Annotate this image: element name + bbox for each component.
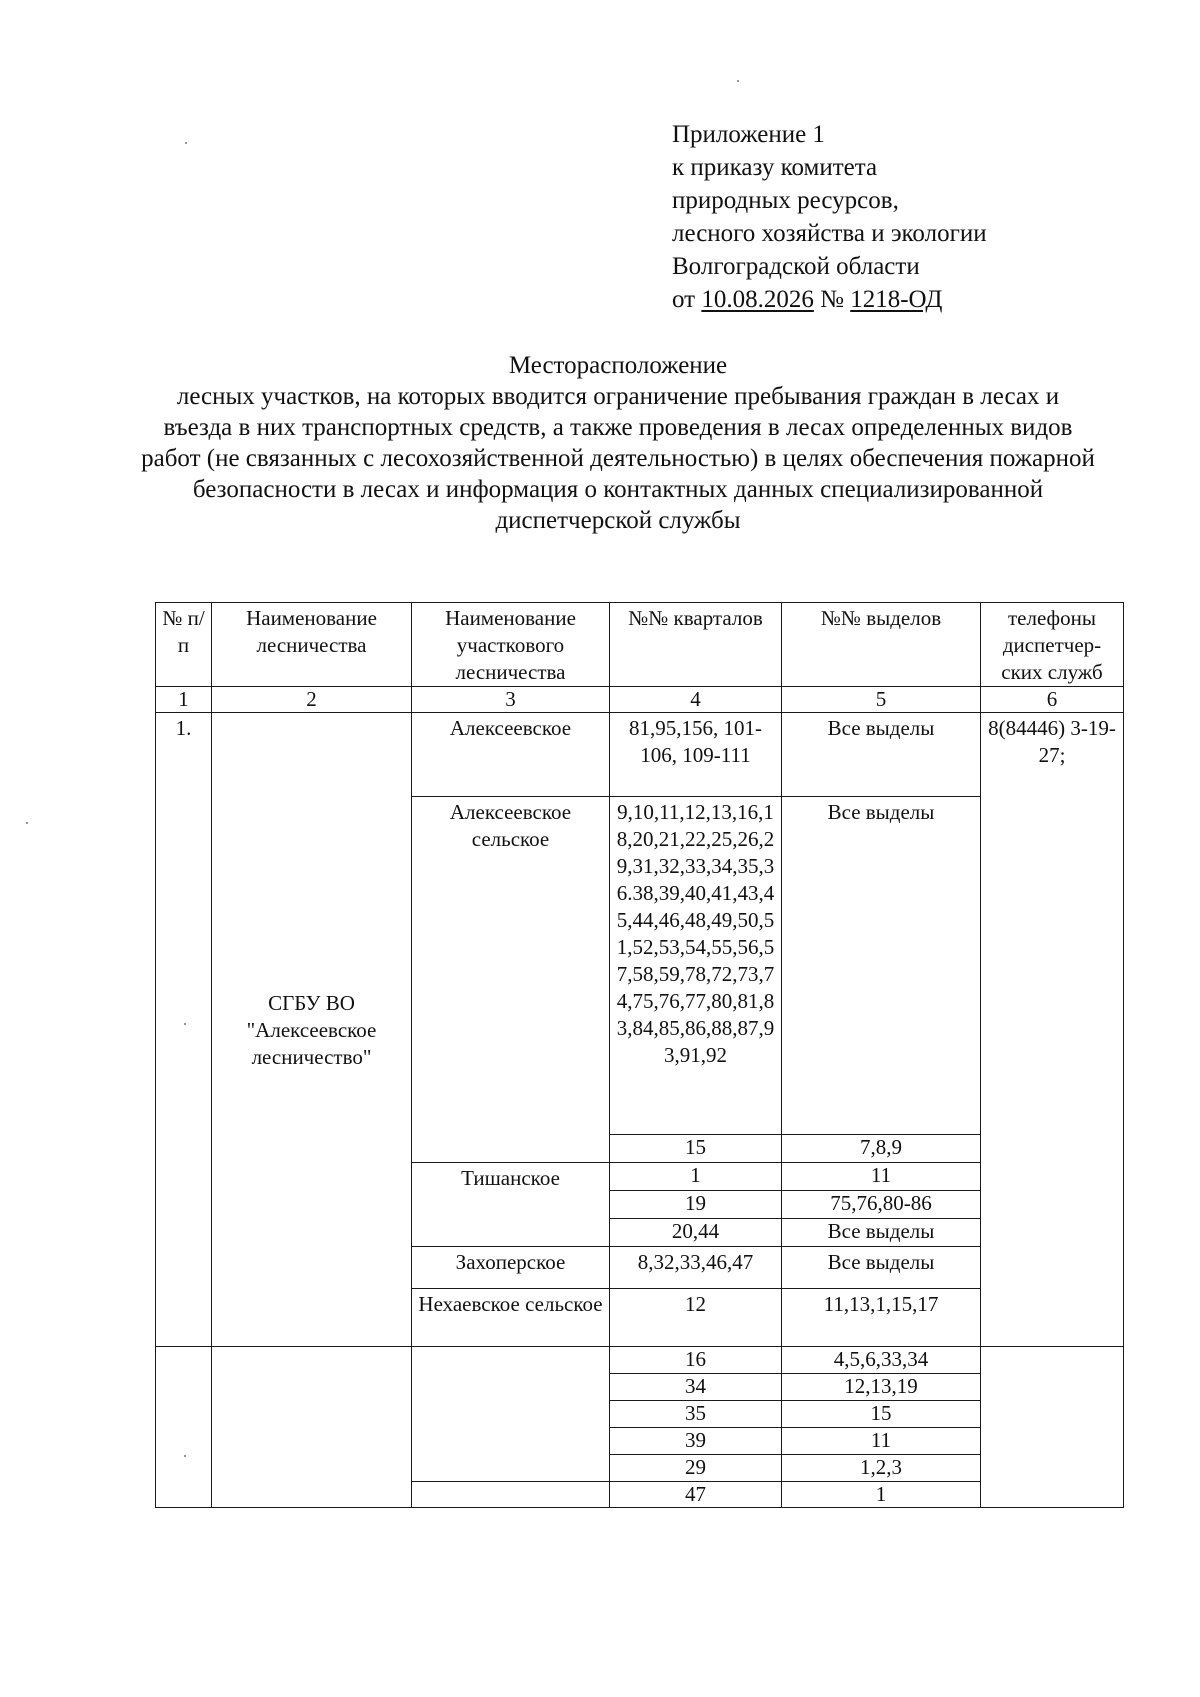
number-prefix: №: [820, 286, 844, 313]
vydely-cell: 11: [782, 1428, 981, 1455]
appendix-line-3: природных ресурсов,: [672, 187, 899, 214]
appendix-line-1: Приложение 1: [672, 121, 825, 148]
vydely-cell: 15: [782, 1401, 981, 1428]
table-header-row: [156, 603, 1124, 687]
vydely-cell: Все выделы: [782, 797, 981, 1135]
row-number: 1.: [156, 713, 212, 1347]
scan-speck: [185, 142, 187, 144]
kvartaly-cell: 35: [610, 1401, 782, 1428]
kvartaly-cell: 47: [610, 1482, 782, 1508]
column-number: 1: [156, 687, 212, 713]
column-number: 5: [782, 687, 981, 713]
header-cell: №№ кварталов: [610, 603, 782, 687]
vydely-cell: Все выделы: [782, 1219, 981, 1247]
vydely-cell: 11: [782, 1163, 981, 1191]
kvartaly-cell: 16: [610, 1347, 782, 1374]
table-row: [156, 1347, 1124, 1374]
order-number: 1218-ОД: [850, 286, 943, 313]
appendix-date-line: [672, 283, 987, 316]
kvartaly-cell: 9,10,11,12,13,16,18,20,21,22,25,26,29,31,32,33,34,35,36.38,39,40,41,43,45,44,46,48,49,50,51,52,53,54,55,56,57,58,59,78,72,73,74,75,76,77,80,81,83,84,85,86,88,87,93,91,92: [610, 797, 782, 1135]
scan-speck: [737, 80, 739, 82]
empty-cell: [412, 1347, 610, 1482]
column-number: 6: [981, 687, 1124, 713]
dispatch-phone: 8(84446) 3-19-27;: [981, 713, 1124, 1347]
appendix-line-5: Волгоградской области: [672, 253, 920, 280]
header-cell: №№ выделов: [782, 603, 981, 687]
column-number-row: [156, 687, 1124, 713]
table-row: [156, 713, 1124, 797]
appendix-line-4: лесного хозяйства и экологии: [672, 220, 987, 247]
kvartaly-cell: 39: [610, 1428, 782, 1455]
vydely-cell: 1: [782, 1482, 981, 1508]
kvartaly-cell: 34: [610, 1374, 782, 1401]
empty-cell: [981, 1347, 1124, 1508]
vydely-cell: 1,2,3: [782, 1455, 981, 1482]
empty-cell: [212, 1347, 412, 1508]
order-date: 10.08.2026: [701, 286, 814, 313]
kvartaly-cell: 12: [610, 1289, 782, 1347]
header-cell: Наименование лесничества: [212, 603, 412, 687]
document-heading: [140, 350, 1096, 536]
kvartaly-cell: 15: [610, 1135, 782, 1163]
appendix-block: [672, 118, 987, 316]
header-cell: Наименование участкового лесничества: [412, 603, 610, 687]
vydely-cell: Все выделы: [782, 713, 981, 797]
forestry-name: СГБУ ВО "Алексеевское лесничество": [212, 713, 412, 1347]
district-name: Алексеевское сельское: [412, 797, 610, 1163]
appendix-line-2: к приказу комитета: [672, 154, 878, 181]
scan-speck: [184, 1455, 186, 1457]
vydely-cell: 75,76,80-86: [782, 1191, 981, 1219]
vydely-cell: Все выделы: [782, 1247, 981, 1289]
district-name: Алексеевское: [412, 713, 610, 797]
date-prefix: от: [672, 286, 696, 313]
forest-areas-table: [155, 602, 1124, 1508]
heading-title: Месторасположение: [508, 352, 728, 379]
heading-body: лесных участков, на которых вводится ограничение пребывания граждан в лесах и въезда в них транспортных средств, а также проведения в лесах определенных видов работ (не связанных с лесохозяйственной деятельностью) в целях обеспечения пожарной безопасности в лесах и информация о контактных данных специализированной диспетчерской службы: [141, 383, 1095, 534]
kvartaly-cell: 29: [610, 1455, 782, 1482]
scan-speck: [26, 822, 28, 824]
scan-speck: [184, 1023, 186, 1025]
empty-cell: [156, 1347, 212, 1508]
district-name: Захоперское: [412, 1247, 610, 1289]
vydely-cell: 11,13,1,15,17: [782, 1289, 981, 1347]
empty-cell: [412, 1482, 610, 1508]
vydely-cell: 12,13,19: [782, 1374, 981, 1401]
kvartaly-cell: 20,44: [610, 1219, 782, 1247]
vydely-cell: 7,8,9: [782, 1135, 981, 1163]
header-cell: телефоны диспетчер-ских служб: [981, 603, 1124, 687]
district-name: Тишанское: [412, 1163, 610, 1247]
vydely-cell: 4,5,6,33,34: [782, 1347, 981, 1374]
column-number: 3: [412, 687, 610, 713]
kvartaly-cell: 1: [610, 1163, 782, 1191]
kvartaly-cell: 81,95,156, 101-106, 109-111: [610, 713, 782, 797]
header-cell: № п/п: [156, 603, 212, 687]
kvartaly-cell: 19: [610, 1191, 782, 1219]
column-number: 4: [610, 687, 782, 713]
column-number: 2: [212, 687, 412, 713]
kvartaly-cell: 8,32,33,46,47: [610, 1247, 782, 1289]
district-name: Нехаевское сельское: [412, 1289, 610, 1347]
